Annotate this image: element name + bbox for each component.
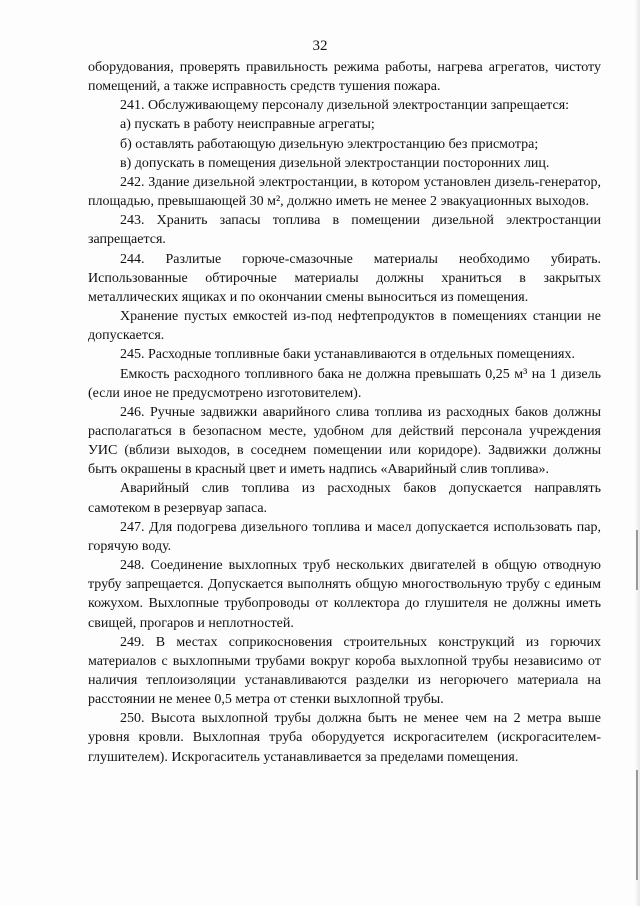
paragraph: 242. Здание дизельной электростанции, в котором установлен дизель-генератор, площадью, превышающей 30 м², должно иметь не менее 2 эвакуационных выходов. <box>88 174 601 210</box>
paragraph: 245. Расходные топливные баки устанавливаются в отдельных помещениях. <box>120 347 575 363</box>
paragraph: Хранение пустых емкостей из-под нефтепродуктов в помещениях станции не допускается. <box>88 309 601 344</box>
paragraph: 248. Соединение выхлопных труб нескольких двигателей в общую отводную трубу запрещается. Допускается выполнять общую многоствольную трубу с единым кожухом. Выхлопные трубопроводы от коллектора до глушителя не должны иметь свищей, прогаров и неплотностей. <box>88 558 601 631</box>
paragraph: 246. Ручные задвижки аварийного слива топлива из расходных баков должны располагаться в безопасном месте, удобном для действий персонала учреждения УИС (вблизи выходов, в соседнем помещении или коридоре). Задвижки должны быть окрашены в красный цвет и иметь надпись «Аварийный слив топлива». <box>88 404 601 478</box>
paragraph: 241. Обслуживающему персоналу дизельной электростанции запрещается: <box>120 98 570 114</box>
list-item: в) допускать в помещения дизельной электростанции посторонних лиц. <box>120 155 550 171</box>
paragraph: 250. Высота выхлопной трубы должна быть не менее чем на 2 метра выше уровня кровли. Выхлопная труба оборудуется искрогасителем (искрогасителем-глушителем). Искрогаситель устанавливается за пределами помещения. <box>88 711 601 765</box>
paragraph: 247. Для подогрева дизельного топлива и масел допускается использовать пар, горячую воду. <box>88 519 601 554</box>
list-item: б) оставлять работающую дизельную электростанцию без присмотра; <box>120 136 539 152</box>
paragraph: 244. Разлитые горюче-смазочные материалы необходимо убирать. Использованные обтирочные материалы должны храниться в закрытых металлических ящиках и по окончании смены выноситься из помещения. <box>88 251 601 305</box>
paragraph: Емкость расходного топливного бака не должна превышать 0,25 м³ на 1 дизель (если иное не предусмотрено изготовителем). <box>88 366 601 401</box>
paragraph: оборудования, проверять правильность режима работы, нагрева агрегатов, чистоту помещений, а также исправность средств тушения пожара. <box>88 60 601 95</box>
list-item: а) пускать в работу неисправные агрегаты; <box>120 117 375 133</box>
scan-edge-mark <box>636 530 638 590</box>
scan-edge-mark <box>636 770 638 880</box>
paragraph: 249. В местах соприкосновения строительных конструкций из горючих материалов с выхлопными трубами вокруг короба выхлопной трубы независимо от наличия теплоизоляции устанавливаются разделки из негорючего материала на расстоянии не менее 0,5 метра от стенки выхлопной трубы. <box>88 634 601 708</box>
page-number: 32 <box>312 38 328 54</box>
paragraph: Аварийный слив топлива из расходных баков допускается направлять самотеком в резервуар запаса. <box>88 481 601 516</box>
document-body <box>88 58 601 767</box>
paragraph: 243. Хранить запасы топлива в помещении дизельной электростанции запрещается. <box>88 213 601 248</box>
